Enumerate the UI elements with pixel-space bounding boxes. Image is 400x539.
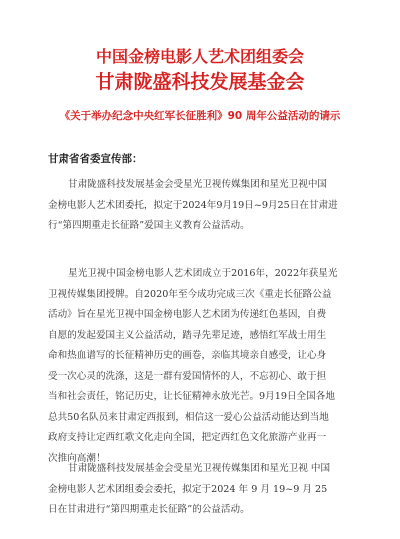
paragraph-line: 甘肃陇盛科技发展基金会受星光卫视传媒集团和星光卫视中国: [68, 179, 328, 190]
paragraph-line: 总共50名队员来甘肃定西报到，相信这一爱心公益活动能达到当地: [48, 411, 329, 423]
paragraph-3: [48, 459, 366, 521]
salutation: 甘肃省省委宣传部：: [48, 153, 143, 165]
paragraph-2: [48, 264, 366, 469]
paragraph-line: 政府支持让定西红歌文化走向全国，把定西红色文化旅游产业再一: [48, 432, 327, 443]
paragraph-line: 甘肃陇盛科技发展基金会受星光卫视传媒集团和星光卫视 中国: [68, 463, 331, 474]
paragraph-line: 命和热血谱写的长征精神历史的画卷，亲临其境亲自感受，让心身: [48, 350, 327, 361]
paragraph-line: 日在甘肃进行“第四期重走长征路”的公益活动。: [48, 504, 250, 515]
paragraph-line: 当和社会责任，铭记历史，让长征精神永放光芒。9月19日全国各地: [48, 391, 335, 402]
paragraph-line: 自愿的发起爱国主义公益活动，踏寻先辈足迹，感悟红军战士用生: [48, 329, 327, 341]
paragraph-line: 卫视传媒集团授牌。自2020年至今成功完成三次《重走长征路公益: [48, 288, 332, 300]
document-subject: 《关于举办纪念中央红军长征胜利》90 周年公益活动的请示: [59, 110, 341, 122]
foundation-name: 甘肃陇盛科技发展基金会: [95, 71, 305, 93]
paragraph-line: 金榜电影人艺术团委托，拟定于2024年9月19日~9月25日在甘肃进: [48, 199, 338, 211]
paragraph-line: 行“第四期重走长征路”爱国主义教育公益活动。: [48, 220, 250, 231]
paragraph-line: 次推向高潮！: [48, 452, 106, 464]
paragraph-line: 活动》旨在星光卫视中国金榜电影人艺术团为传递红色基因，自费: [48, 309, 327, 320]
paragraph-line: 受一次心灵的洗涤，这是一群有爱国情怀的人，不忘初心、敢于担: [48, 370, 327, 382]
paragraph-line: 金榜电影人艺术团组委会委托，拟定于2024 年 9 月 19~9 月 25: [48, 483, 328, 495]
organizer-name: 中国金榜电影人艺术团组委会: [95, 47, 304, 66]
paragraph-line: 星光卫视中国金榜电影人艺术团成立于2016年，2022年获星光: [68, 268, 338, 279]
paragraph-1: [48, 175, 366, 237]
